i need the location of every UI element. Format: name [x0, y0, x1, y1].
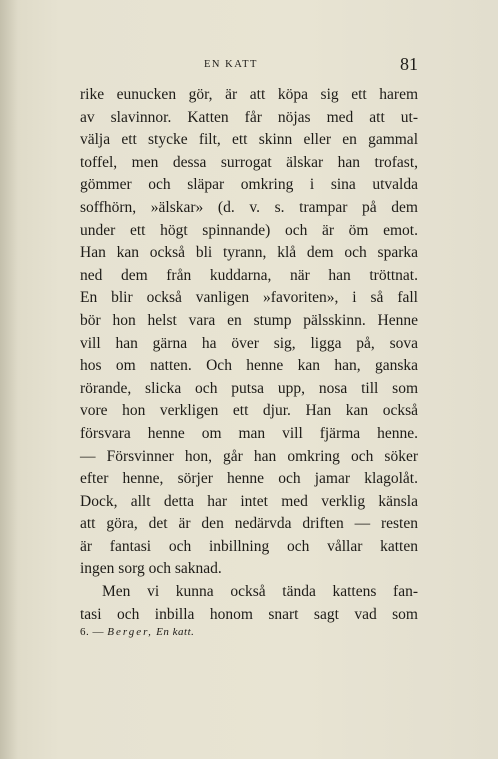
text-line: gömmer och släpar omkring i sina utvalda: [80, 176, 418, 194]
text-line: — Försvinner hon, går han omkring och söker: [80, 447, 418, 465]
text-line: Dock, allt detta har intet med verklig känsla: [80, 492, 418, 510]
text-line: av slavinnor. Katten får nöjas med att ut-: [80, 108, 418, 126]
text-line: En blir också vanligen »favoriten», i så fall: [80, 289, 418, 307]
text-line: bör hon helst vara en stump pälsskinn. Henne: [80, 311, 418, 329]
text-line: rörande, slicka och putsa upp, nosa till som: [80, 379, 418, 397]
printer-signature: [80, 626, 194, 638]
text-line: tasi och inbilla honom snart sagt vad som: [80, 605, 418, 623]
text-line-paragraph-end: ingen sorg och saknad.: [80, 560, 222, 578]
text-line: toffel, men dessa surrogat älskar han trofast,: [80, 153, 418, 171]
text-line-paragraph-start: Men vi kunna också tända kattens fan-: [102, 583, 418, 601]
body-text: [80, 84, 418, 626]
text-line: är fantasi och inbillning och vållar katten: [80, 537, 418, 555]
text-line: försvara henne om man vill fjärma henne.: [80, 424, 418, 442]
text-line: efter henne, sörjer henne och jamar klagolåt.: [80, 470, 418, 488]
text-line: rike eunucken gör, är att köpa sig ett harem: [80, 86, 418, 103]
text-line: Han kan också bli tyrann, klå dem och sparka: [80, 244, 418, 262]
text-line: vill han gärna ha över sig, ligga på, sova: [80, 334, 418, 352]
text-line: vore hon verkligen ett djur. Han kan också: [80, 402, 418, 420]
signature-author: Berger,: [107, 626, 153, 638]
text-line: välja ett stycke filt, ett skinn eller en gammal: [80, 131, 418, 149]
text-line: att göra, det är den nedärvda driften — resten: [80, 515, 418, 533]
text-line: hos om natten. Och henne kan han, ganska: [80, 357, 418, 375]
text-line: soffhörn, »älskar» (d. v. s. trampar på dem: [80, 198, 418, 216]
text-line: ned dem från kuddarna, när han tröttnat.: [80, 266, 418, 284]
page-number: 81: [400, 54, 418, 74]
signature-title: En katt.: [156, 626, 195, 638]
text-line: under ett högt spinnande) och är öm emot.: [80, 221, 418, 239]
spine-shadow: [0, 0, 18, 759]
page-header: [80, 54, 418, 78]
running-title: EN KATT: [204, 59, 258, 70]
signature-number: 6. —: [80, 626, 104, 638]
